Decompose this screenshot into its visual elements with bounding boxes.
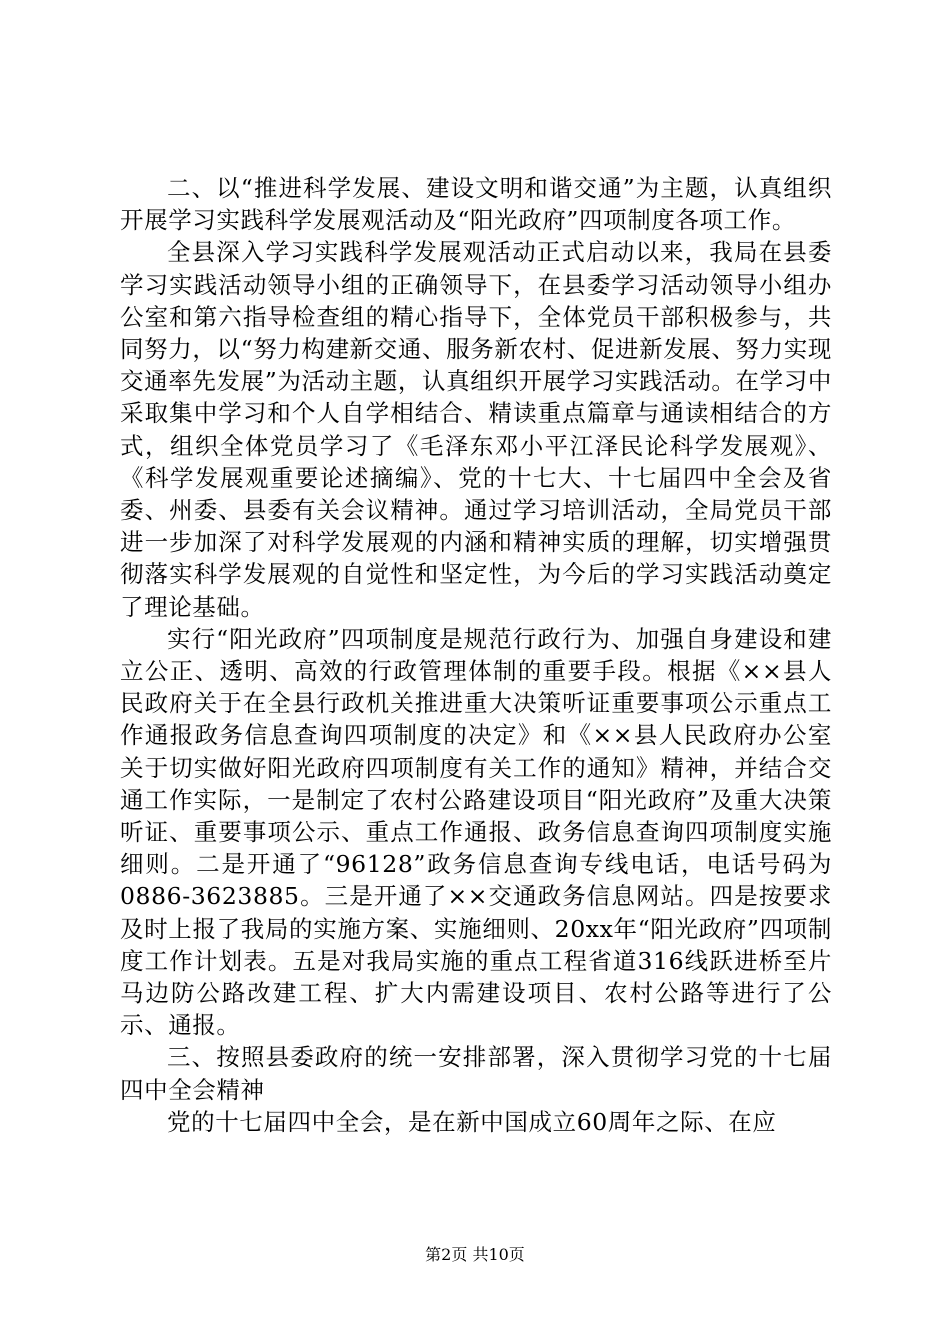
document-body [120, 172, 832, 1138]
section-heading-three: 三、按照县委政府的统一安排部署，深入贯彻学习党的十七届四中全会精神 [120, 1043, 832, 1104]
paragraph-study-activity: 全县深入学习实践科学发展观活动正式启动以来，我局在县委学习实践活动领导小组的正确领导下，在县委学习活动领导小组办公室和第六指导检查组的精心指导下，全体党员干部积极参与，共同努力，以“努力构建新交通、服务新农村、促进新发展、努力实现交通率先发展”为活动主题，认真组织开展学习实践活动。在学习中采取集中学习和个人自学相结合、精读重点篇章与通读相结合的方式，组织全体党员学习了《毛泽东邓小平江泽民论科学发展观》、《科学发展观重要论述摘编》、党的十七大、十七届四中全会及省委、州委、县委有关会议精神。通过学习培训活动，全局党员干部进一步加深了对科学发展观的内涵和精神实质的理解，切实增强贯彻落实科学发展观的自觉性和坚定性，为今后的学习实践活动奠定了理论基础。 [120, 238, 832, 621]
paragraph-sunshine-government: 实行“阳光政府”四项制度是规范行政行为、加强自身建设和建立公正、透明、高效的行政管理体制的重要手段。根据《××县人民政府关于在全县行政机关推进重大决策听证重要事项公示重点工作通报政务信息查询四项制度的决定》和《××县人民政府办公室关于切实做好阳光政府四项制度有关工作的通知》精神，并结合交通工作实际，一是制定了农村公路建设项目“阳光政府”及重大决策听证、重要事项公示、重点工作通报、政务信息查询四项制度实施细则。二是开通了“96128”政务信息查询专线电话，电话号码为0886-3623885。三是开通了××交通政务信息网站。四是按要求及时上报了我局的实施方案、实施细则、20xx年“阳光政府”四项制度工作计划表。五是对我局实施的重点工程省道316线跃进桥至片马边防公路改建工程、扩大内需建设项目、农村公路等进行了公示、通报。 [120, 624, 832, 1040]
page-number-footer: 第2页 共10页 [425, 1245, 525, 1264]
section-heading-two: 二、以“推进科学发展、建设文明和谐交通”为主题，认真组织开展学习实践科学发展观活动及“阳光政府”四项制度各项工作。 [120, 174, 832, 235]
paragraph-plenary-session: 党的十七届四中全会，是在新中国成立60周年之际、在应 [167, 1107, 777, 1136]
